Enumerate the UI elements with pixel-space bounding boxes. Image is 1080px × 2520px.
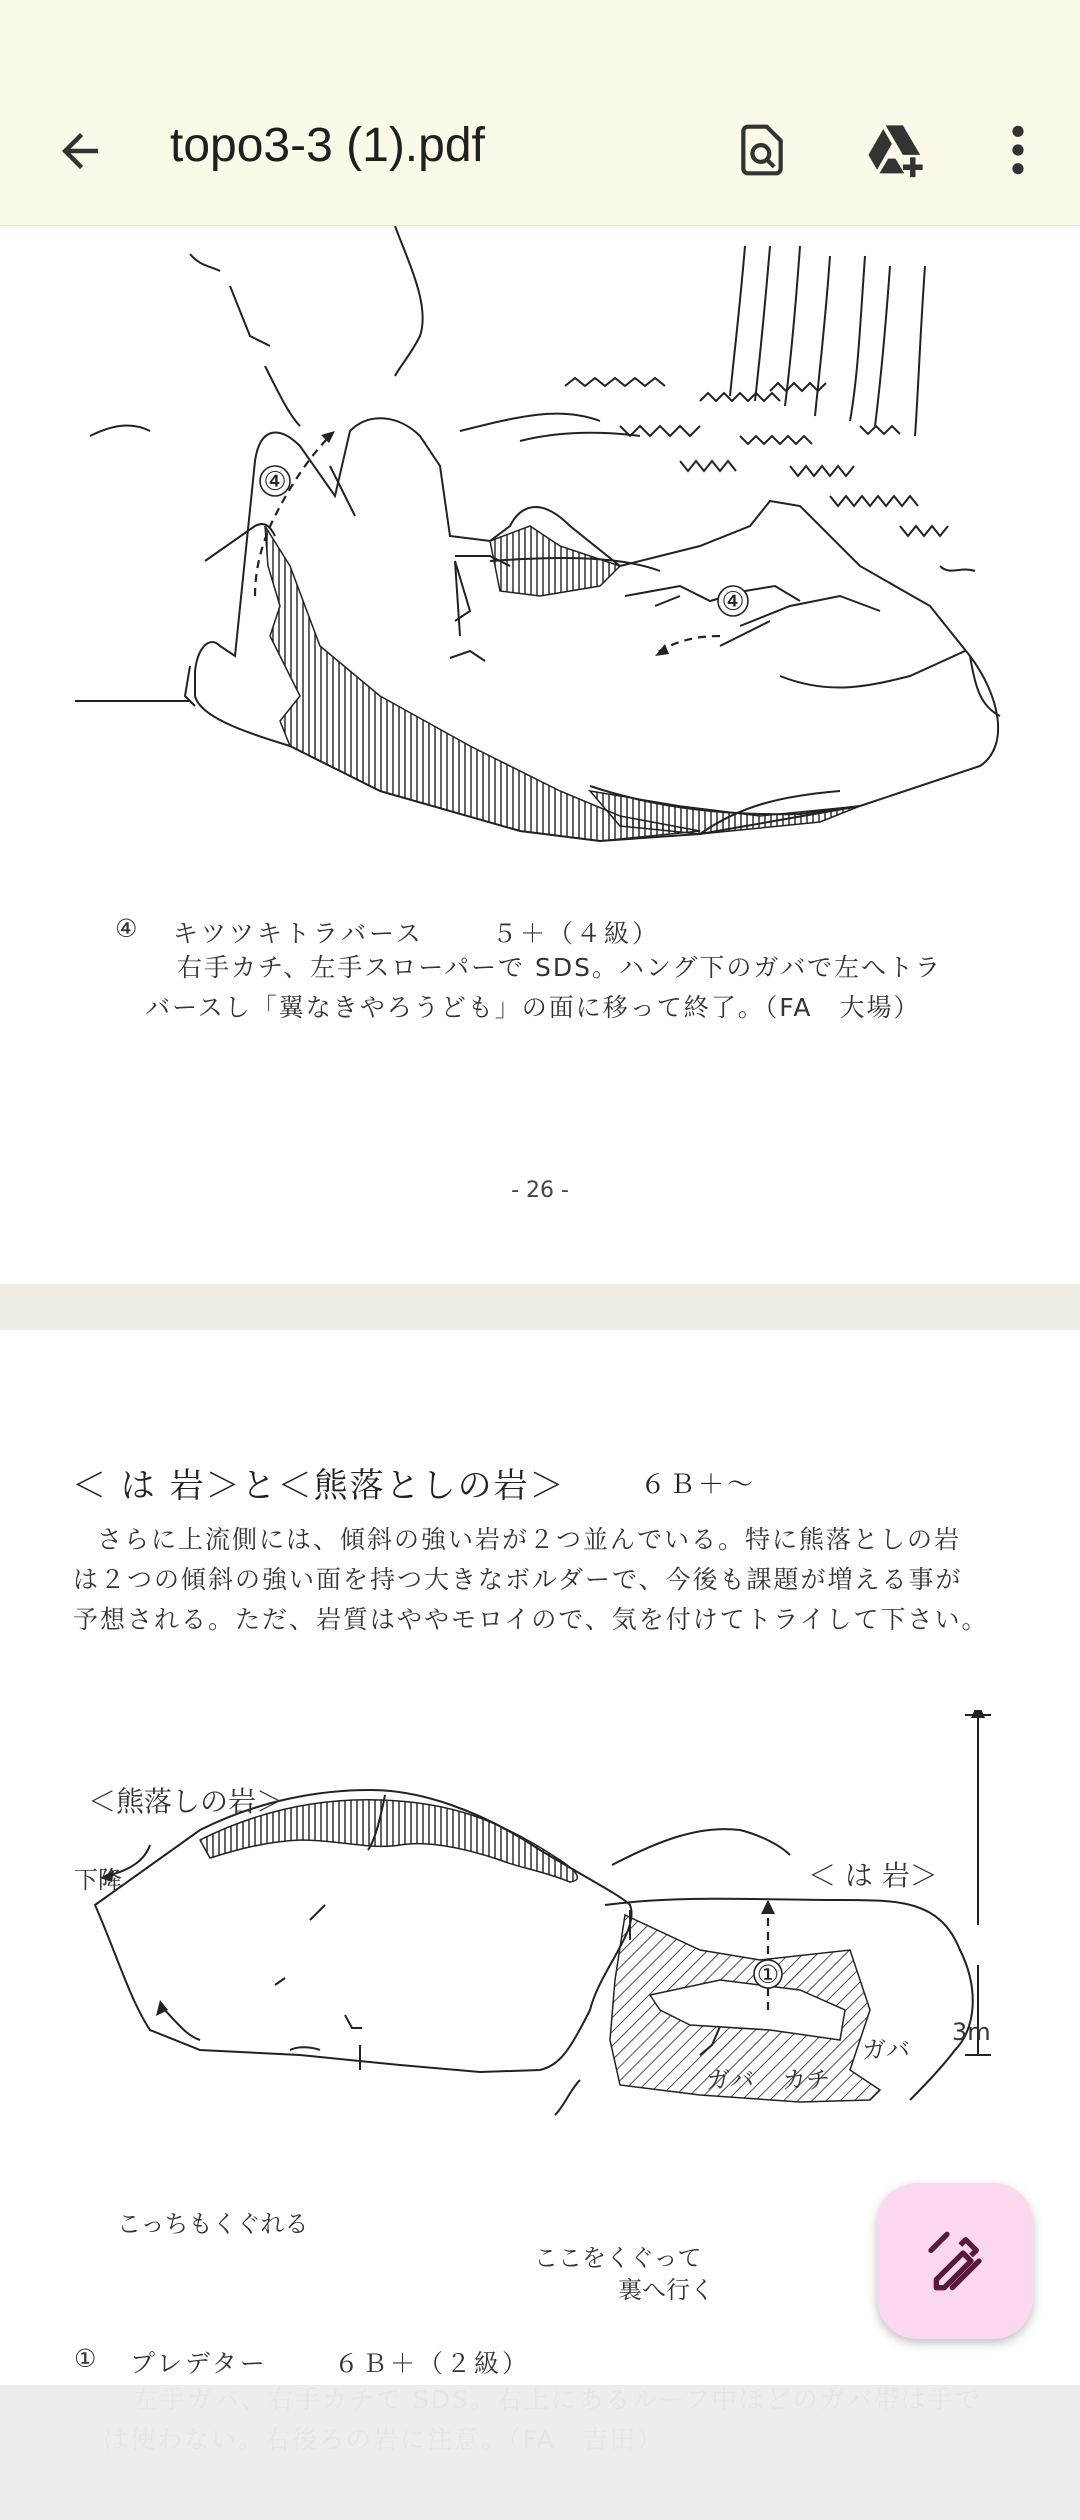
pdf-page-27[interactable] (0, 1330, 1080, 2520)
find-in-document-button[interactable] (722, 110, 802, 190)
topo-route-mark-left: ④ (263, 467, 287, 497)
add-to-drive-button[interactable] (858, 110, 938, 190)
edit-pen-icon (923, 2229, 987, 2293)
route-1-grade: ６Ｂ＋（２級） (334, 2349, 531, 2378)
label-bear-drop-rock: ＜熊落しの岩＞ (88, 1785, 285, 1818)
label-gaba-left: ガバ (706, 2066, 754, 2094)
document-title: topo3-3 (1).pdf (170, 119, 485, 172)
section-title: ＜ は 岩＞と＜熊落としの岩＞ (72, 1466, 566, 1506)
app-bar (0, 0, 1080, 226)
document-search-icon (734, 122, 790, 178)
intro-line1: さらに上流側には、傾斜の強い岩が２つ並んでいる。特に熊落としの岩 (97, 1525, 962, 1554)
route-1-name: プレデター (130, 2349, 268, 2378)
label-descent: 下降 (74, 1866, 122, 1894)
topo-drawing-woodpecker-traverse (0, 226, 1080, 866)
label-gaba-right: ガバ (862, 2036, 910, 2064)
route-4-description-line1: 右手カチ、左手スローパーで SDS。ハング下のガバで左へトラ (177, 953, 942, 982)
label-kachi: カチ (782, 2066, 830, 2094)
section-grade: ６Ｂ＋～ (640, 1470, 757, 1500)
back-button[interactable] (44, 115, 116, 187)
label-height: 3m (952, 2018, 991, 2046)
label-go-under-line2: 裏へ行く (618, 2276, 714, 2304)
label-ha-rock: ＜ は 岩＞ (808, 1859, 938, 1892)
annotate-fab-button[interactable] (877, 2183, 1033, 2339)
label-go-under-line1: ここをくぐって (534, 2244, 702, 2272)
back-arrow-icon (53, 124, 107, 178)
intro-line2: は２つの傾斜の強い面を持つ大きなボルダーで、今後も課題が増える事が (73, 1565, 963, 1594)
route-1-number: ① (74, 2344, 100, 2373)
route-4-description-line2: バースし「翼なきやろうども」の面に移って終了。（FA 大場） (145, 993, 921, 1022)
intro-line3: 予想される。ただ、岩質はややモロイので、気を付けてトライして下さい。 (73, 1605, 989, 1634)
route-4-number: ④ (115, 914, 141, 943)
route-4-grade: ５＋（４級） (492, 919, 661, 948)
route-4-name: キツツキトラバース (173, 919, 424, 948)
pdf-page-26[interactable] (0, 226, 1080, 1284)
more-vert-icon (1008, 122, 1028, 178)
label-crawl-here: こっちもくぐれる (117, 2210, 309, 2238)
more-options-button[interactable] (978, 110, 1058, 190)
page-number: - 26 - (511, 1178, 569, 1203)
bottom-scrim (0, 2385, 1080, 2520)
topo-route-mark: ① (756, 1960, 780, 1989)
topo-route-mark-right: ④ (721, 587, 745, 617)
add-to-drive-icon (866, 120, 930, 180)
